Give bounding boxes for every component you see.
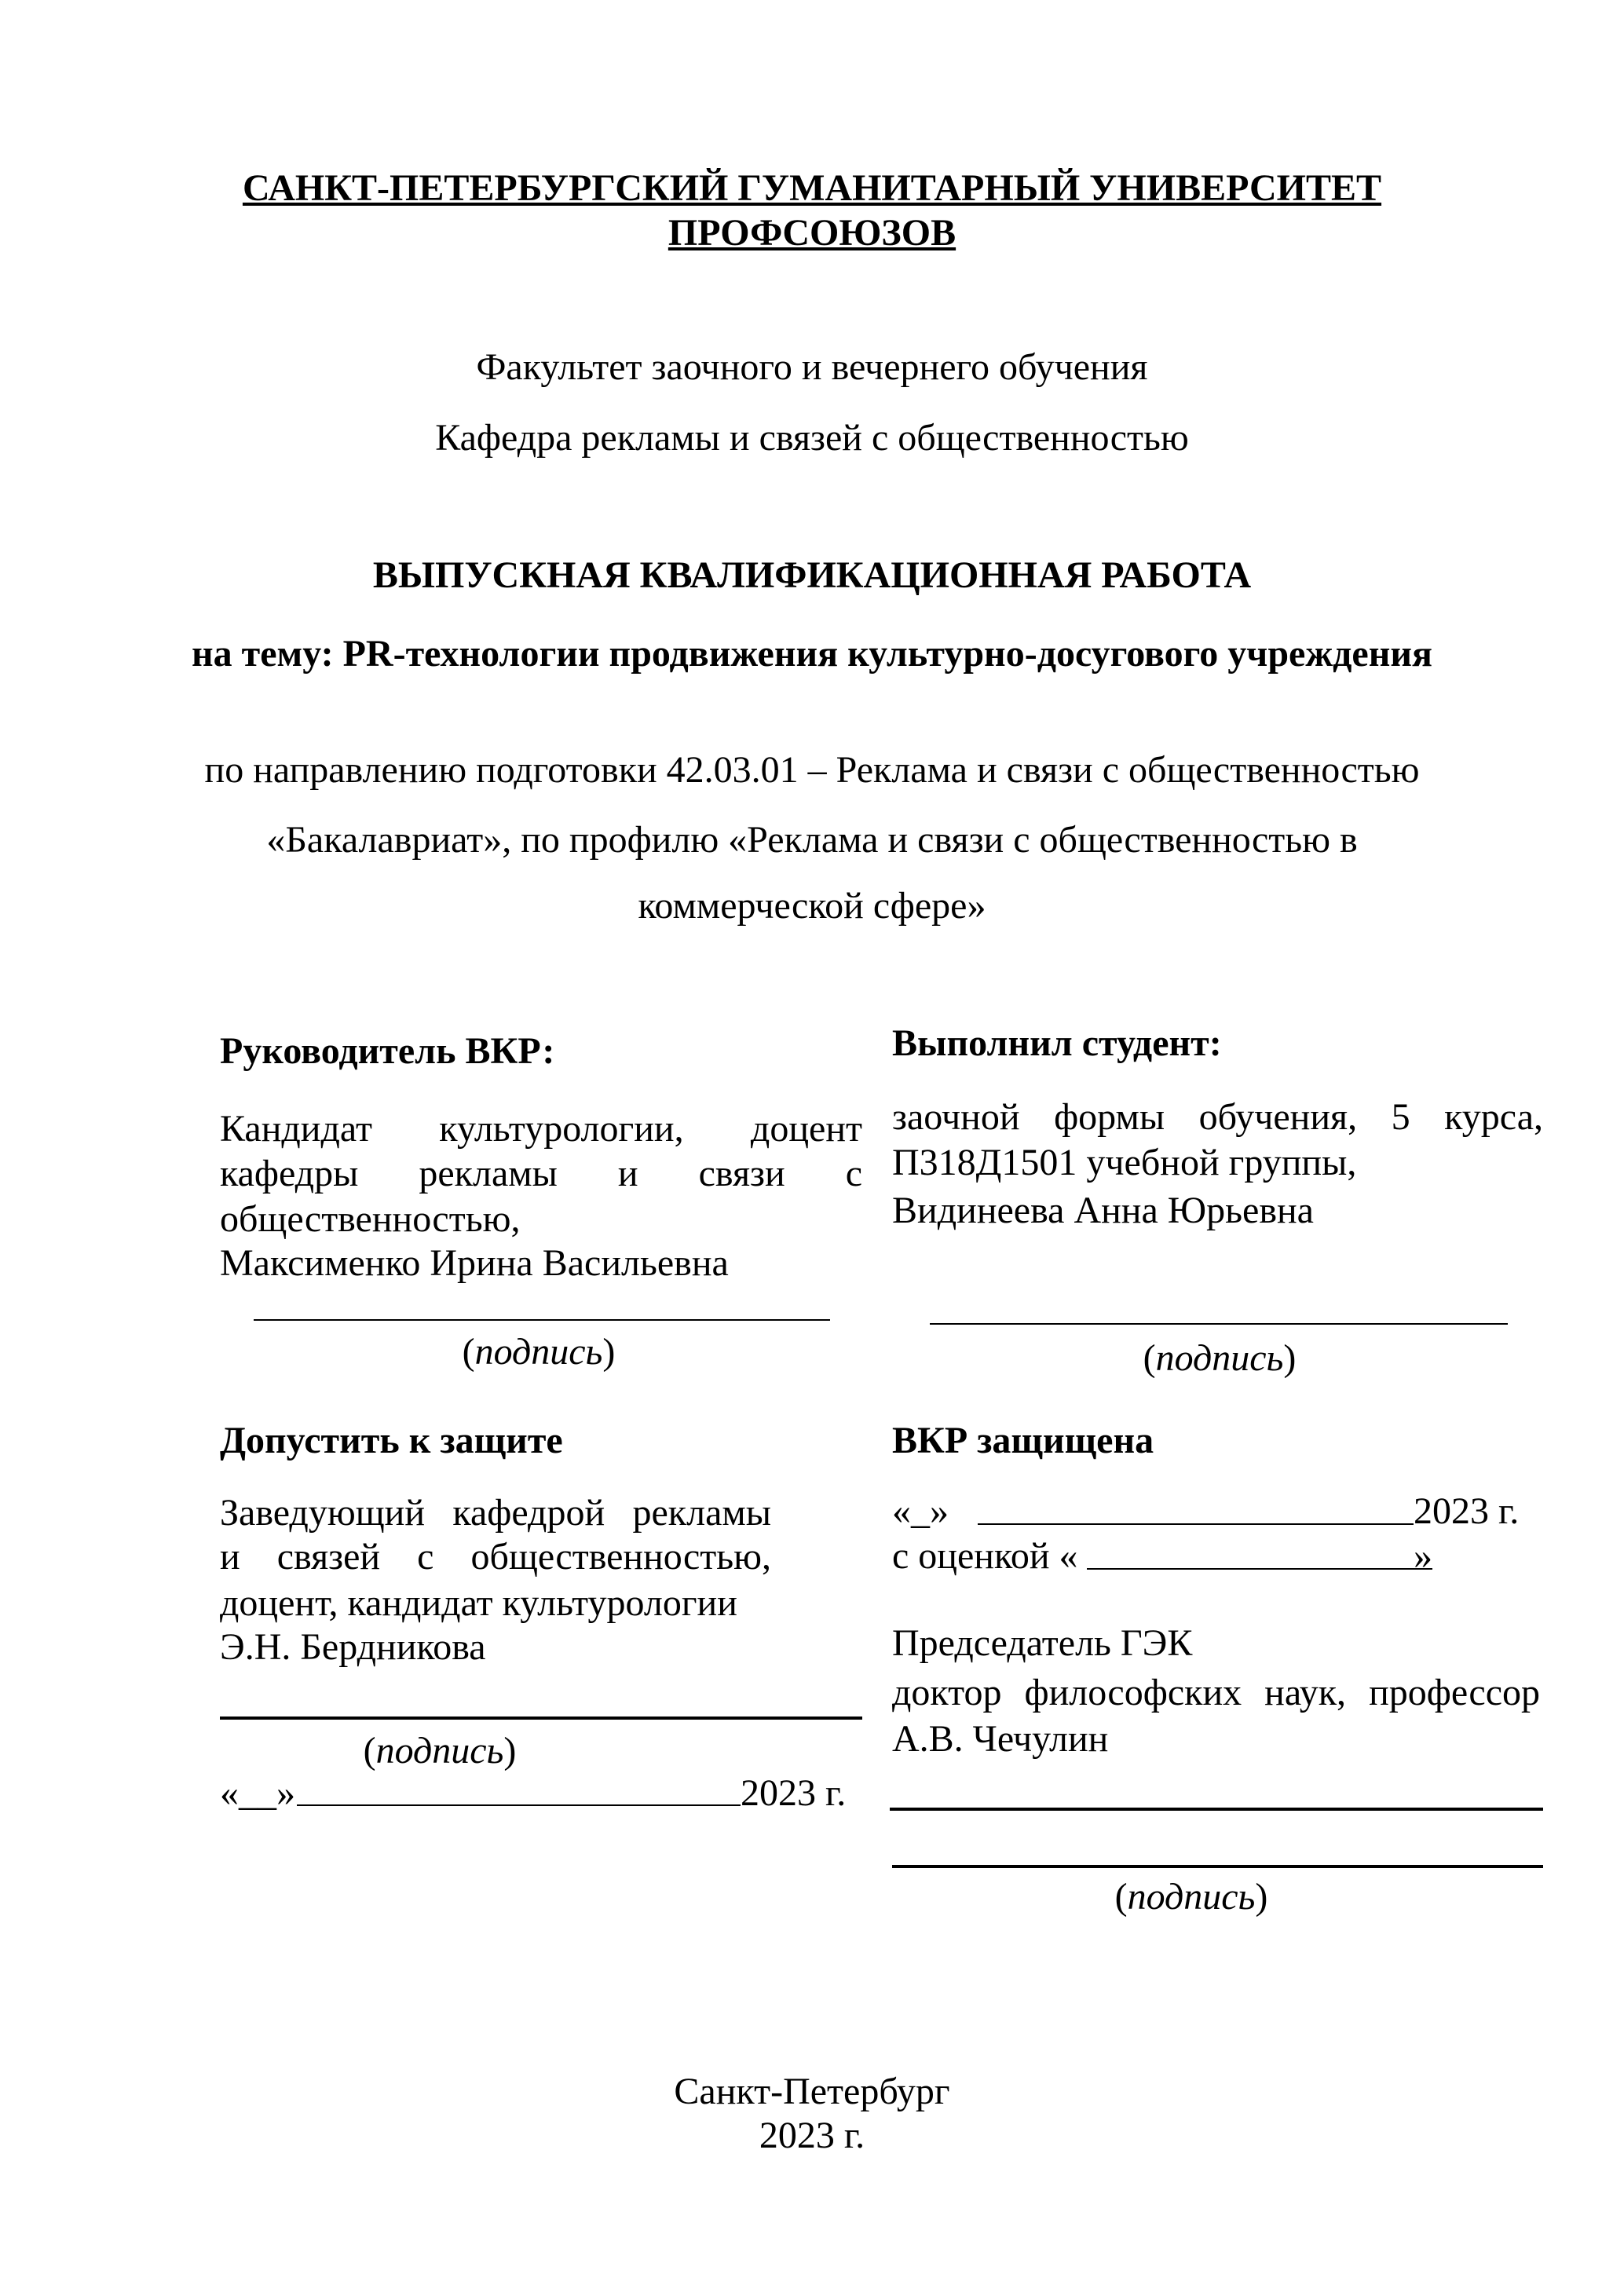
defense-date-prefix: «_» [892, 1490, 949, 1532]
student-signature-line [930, 1323, 1508, 1325]
student-line2: П318Д1501 учебной группы, [892, 1142, 1357, 1183]
defense-signature-line-2 [892, 1865, 1543, 1868]
supervisor-signature-label: (подпись) [462, 1331, 616, 1373]
university-name-line2: ПРОФСОЮЗОВ [668, 212, 956, 254]
admission-date-prefix: «__» [220, 1772, 295, 1814]
admission-name: Э.Н. Бердникова [220, 1626, 486, 1668]
defense-signature-line-1 [890, 1808, 1543, 1811]
faculty: Факультет заочного и вечернего обучения [476, 346, 1148, 388]
direction-line3: коммерческой сфере» [638, 885, 986, 927]
student-line1: заочной формы обучения, 5 курса, [892, 1096, 1543, 1138]
defense-heading: ВКР защищена [892, 1420, 1154, 1461]
defense-chair-name: А.В. Чечулин [892, 1718, 1109, 1760]
defense-grade-prefix: с оценкой « [892, 1535, 1078, 1577]
supervisor-heading: Руководитель ВКР: [220, 1030, 555, 1072]
admission-heading: Допустить к защите [220, 1420, 563, 1461]
department: Кафедра рекламы и связей с общественностью [435, 417, 1189, 459]
defense-date-line [978, 1523, 1414, 1525]
defense-grade-suffix: » [1414, 1535, 1432, 1577]
admission-line3: доцент, кандидат культурологии [220, 1582, 737, 1624]
student-signature-label: (подпись) [1143, 1337, 1297, 1379]
work-type: ВЫПУСКНАЯ КВАЛИФИКАЦИОННАЯ РАБОТА [372, 554, 1252, 596]
admission-line2: и связей с общественностью, [220, 1536, 771, 1578]
admission-line1: Заведующий кафедрой рекламы [220, 1492, 771, 1534]
university-name-line1: САНКТ-ПЕТЕРБУРГСКИЙ ГУМАНИТАРНЫЙ УНИВЕРСИТЕТ [242, 167, 1382, 209]
footer-year: 2023 г. [759, 2115, 865, 2156]
defense-chair-title: Председатель ГЭК [892, 1622, 1193, 1664]
admission-date-suffix: 2023 г. [741, 1772, 847, 1814]
defense-grade-line [1087, 1568, 1432, 1570]
footer-city: Санкт-Петербург [674, 2071, 950, 2112]
admission-signature-line [220, 1717, 862, 1720]
direction-line2: «Бакалавриат», по профилю «Реклама и связи с общественностью в [266, 819, 1358, 861]
work-topic: на тему: PR-технологии продвижения культурно-досугового учреждения [192, 633, 1432, 675]
admission-date-line [297, 1804, 741, 1806]
defense-date-suffix: 2023 г. [1414, 1490, 1520, 1532]
supervisor-line1: Кандидат культурологии, доцент [220, 1108, 862, 1150]
admission-signature-label: (подпись) [363, 1730, 517, 1771]
student-name: Видинеева Анна Юрьевна [892, 1190, 1314, 1231]
direction-line1: по направлению подготовки 42.03.01 – Реклама и связи с общественностью [204, 749, 1420, 791]
defense-signature-label: (подпись) [1114, 1876, 1268, 1918]
defense-chair-degree: доктор философских наук, профессор [892, 1672, 1540, 1713]
supervisor-line2: кафедры рекламы и связи с [220, 1153, 862, 1194]
student-heading: Выполнил студент: [892, 1022, 1222, 1064]
supervisor-line3: общественностью, [220, 1198, 521, 1240]
supervisor-name: Максименко Ирина Васильевна [220, 1242, 729, 1284]
supervisor-signature-line [254, 1319, 830, 1321]
